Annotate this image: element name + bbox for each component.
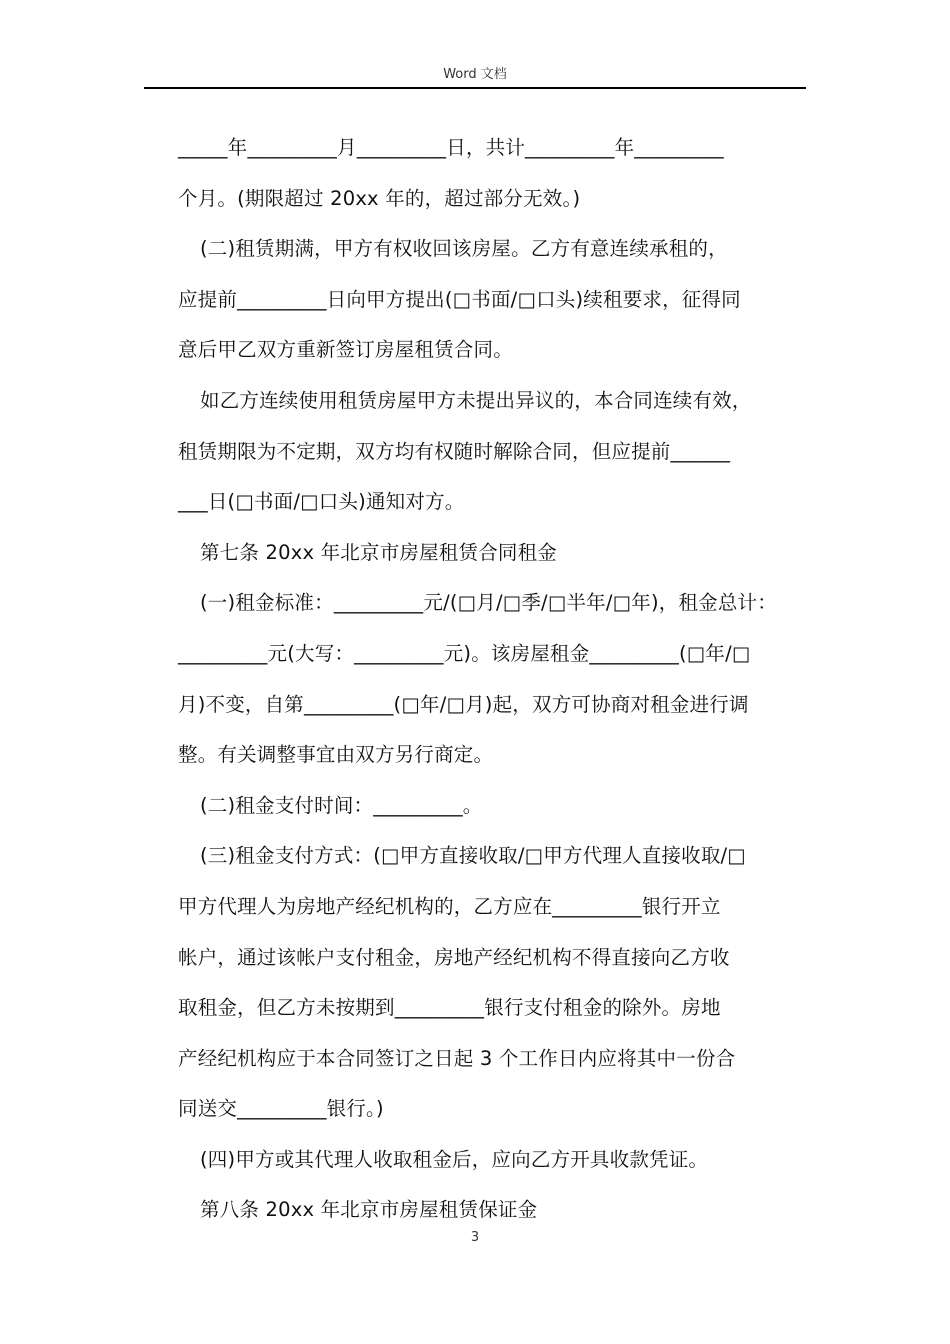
text-line: 个月。(期限超过 20xx 年的，超过部分无效。) bbox=[178, 186, 581, 210]
text-line: (三)租金支付方式：(□甲方直接收取/□甲方代理人直接收取/□ bbox=[200, 844, 746, 868]
text-line: (二)租赁期满，甲方有权收回该房屋。乙方有意连续承租的， bbox=[200, 237, 728, 261]
section-heading: 第七条 20xx 年北京市房屋租赁合同租金 bbox=[200, 540, 557, 564]
text-line: 应提前_________日向甲方提出(□书面/□口头)续租要求，征得同 bbox=[178, 287, 741, 311]
header-divider bbox=[144, 87, 806, 89]
text-line: (四)甲方或其代理人收取租金后，应向乙方开具收款凭证。 bbox=[200, 1147, 709, 1171]
text-line: _________元(大写：_________元)。该房屋租金_________(□年/□ bbox=[178, 641, 751, 665]
text-line: 月)不变，自第_________(□年/□月)起，双方可协商对租金进行调 bbox=[178, 692, 749, 716]
section-heading: 第八条 20xx 年北京市房屋租赁保证金 bbox=[200, 1198, 538, 1222]
text-line: _____年_________月_________日，共计_________年_________ bbox=[178, 136, 724, 159]
page-header-title: Word 文档 bbox=[443, 67, 507, 82]
text-line: 产经纪机构应于本合同签订之日起 3 个工作日内应将其中一份合 bbox=[178, 1046, 736, 1070]
text-line: 租赁期限为不定期，双方均有权随时解除合同，但应提前______ bbox=[178, 439, 731, 463]
text-line: 帐户，通过该帐户支付租金，房地产经纪机构不得直接向乙方收 bbox=[178, 945, 730, 969]
text-line: 取租金，但乙方未按期到_________银行支付租金的除外。房地 bbox=[178, 996, 721, 1020]
text-line: (二)租金支付时间：_________。 bbox=[200, 793, 483, 817]
text-line: 意后甲乙双方重新签订房屋租赁合同。 bbox=[178, 338, 513, 362]
text-line: 整。有关调整事宜由双方另行商定。 bbox=[178, 743, 494, 767]
text-line: 如乙方连续使用租赁房屋甲方未提出异议的，本合同连续有效， bbox=[200, 388, 752, 412]
text-line: 同送交_________银行。) bbox=[178, 1097, 384, 1121]
text-line: ___日(□书面/□口头)通知对方。 bbox=[178, 490, 465, 514]
page-number: 3 bbox=[470, 1230, 480, 1245]
text-line: 甲方代理人为房地产经纪机构的，乙方应在_________银行开立 bbox=[178, 894, 721, 918]
document-body bbox=[178, 123, 818, 1236]
text-line: (一)租金标准：_________元/(□月/□季/□半年/□年)，租金总计： bbox=[200, 591, 777, 615]
